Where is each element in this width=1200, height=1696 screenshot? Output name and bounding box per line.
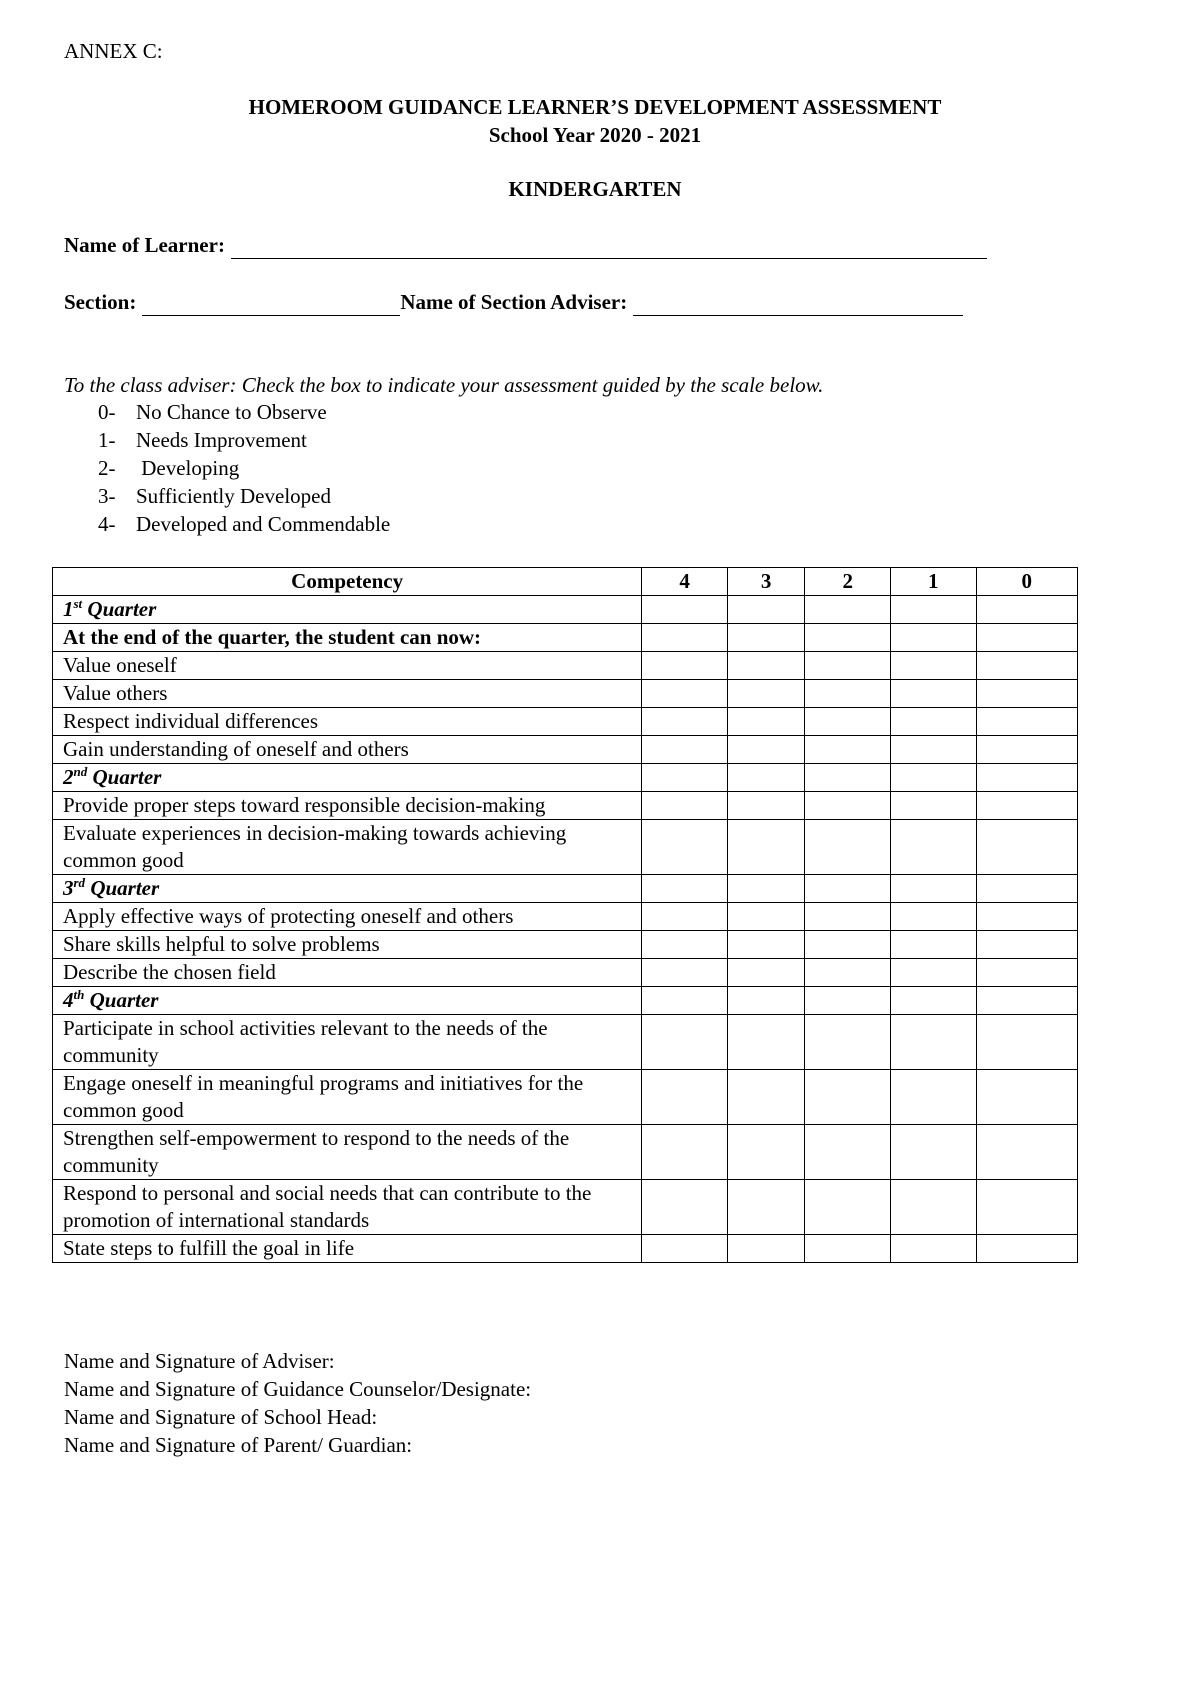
scale-number: 1-: [98, 428, 116, 452]
score-cell[interactable]: [727, 652, 805, 680]
school-year: School Year 2020 - 2021: [488, 123, 702, 147]
competency-text: Engage oneself in meaningful programs and initiatives for the common good: [53, 1070, 642, 1125]
score-cell[interactable]: [727, 1070, 805, 1125]
score-cell[interactable]: [642, 624, 728, 652]
section-adviser-field[interactable]: [633, 293, 963, 316]
quarter-row: [53, 596, 1078, 624]
header-competency: Competency: [53, 568, 642, 596]
score-cell[interactable]: [727, 680, 805, 708]
scale-item: [98, 455, 390, 483]
score-cell[interactable]: [642, 987, 728, 1015]
section-row: [64, 289, 963, 316]
score-cell[interactable]: [642, 903, 728, 931]
quarter-heading-3: 3rd Quarter: [53, 875, 642, 903]
table-header-row: [53, 568, 1078, 596]
header-score-3: 3: [727, 568, 805, 596]
score-cell[interactable]: [891, 1235, 977, 1263]
score-cell[interactable]: [976, 792, 1077, 820]
score-cell[interactable]: [727, 903, 805, 931]
score-cell[interactable]: [976, 959, 1077, 987]
quarter-row: [53, 875, 1078, 903]
score-cell[interactable]: [805, 903, 891, 931]
learner-name-row: [64, 232, 987, 259]
header-score-2: 2: [805, 568, 891, 596]
parent-signature-line: Name and Signature of Parent/ Guardian:: [64, 1433, 413, 1457]
learner-name-field[interactable]: [231, 236, 987, 259]
score-cell[interactable]: [976, 708, 1077, 736]
score-cell[interactable]: [891, 820, 977, 875]
table-row: [53, 792, 1078, 820]
table-row: [53, 820, 1078, 875]
table-row: [53, 652, 1078, 680]
section-adviser-label: Name of Section Adviser:: [400, 290, 628, 314]
score-cell[interactable]: [891, 1070, 977, 1125]
signature-block: [64, 1348, 531, 1460]
header-score-0: 0: [976, 568, 1077, 596]
section-field[interactable]: [142, 293, 400, 316]
score-cell[interactable]: [891, 1015, 977, 1070]
intro-row: [53, 624, 1078, 652]
score-cell[interactable]: [891, 764, 977, 792]
table-row: [53, 1070, 1078, 1125]
scale-label: Developing: [136, 456, 240, 480]
score-cell[interactable]: [642, 652, 728, 680]
score-cell[interactable]: [642, 820, 728, 875]
score-cell[interactable]: [727, 1235, 805, 1263]
table-row: [53, 1235, 1078, 1263]
score-cell[interactable]: [727, 1125, 805, 1180]
scale-item: [98, 427, 390, 455]
score-cell[interactable]: [805, 875, 891, 903]
grade-level: KINDERGARTEN: [508, 177, 682, 201]
score-cell[interactable]: [891, 680, 977, 708]
score-cell[interactable]: [805, 596, 891, 624]
scale-number: 2-: [98, 456, 116, 480]
score-cell[interactable]: [976, 1235, 1077, 1263]
table-row: [53, 736, 1078, 764]
competency-text: Value oneself: [53, 652, 642, 680]
competency-text: Participate in school activities relevant to the needs of the community: [53, 1015, 642, 1070]
header-score-4: 4: [642, 568, 728, 596]
score-cell[interactable]: [976, 1125, 1077, 1180]
score-cell[interactable]: [642, 792, 728, 820]
table-row: [53, 903, 1078, 931]
scale-item: [98, 483, 390, 511]
score-cell[interactable]: [805, 1125, 891, 1180]
score-cell[interactable]: [642, 708, 728, 736]
competency-text: Gain understanding of oneself and others: [53, 736, 642, 764]
score-cell[interactable]: [727, 959, 805, 987]
competency-text: Apply effective ways of protecting oneself and others: [53, 903, 642, 931]
score-cell[interactable]: [727, 792, 805, 820]
table-row: [53, 959, 1078, 987]
table-row: [53, 1125, 1078, 1180]
score-cell[interactable]: [805, 1070, 891, 1125]
quarter-heading-2: 2nd Quarter: [53, 764, 642, 792]
header-score-1: 1: [891, 568, 977, 596]
learner-name-label: Name of Learner:: [64, 233, 225, 257]
competency-text: Describe the chosen field: [53, 959, 642, 987]
score-cell[interactable]: [976, 1070, 1077, 1125]
competency-text: Strengthen self-empowerment to respond to the needs of the community: [53, 1125, 642, 1180]
score-cell[interactable]: [727, 820, 805, 875]
scale-number: 4-: [98, 512, 116, 536]
score-cell[interactable]: [976, 736, 1077, 764]
score-cell[interactable]: [976, 764, 1077, 792]
score-cell[interactable]: [727, 596, 805, 624]
competency-text: Respond to personal and social needs that can contribute to the promotion of international standards: [53, 1180, 642, 1235]
scale-item: [98, 511, 390, 539]
score-cell[interactable]: [891, 596, 977, 624]
score-cell[interactable]: [727, 931, 805, 959]
score-cell[interactable]: [805, 820, 891, 875]
score-cell[interactable]: [805, 708, 891, 736]
score-cell[interactable]: [805, 987, 891, 1015]
score-cell[interactable]: [642, 764, 728, 792]
scale-item: [98, 399, 390, 427]
quarter-heading-1: 1st Quarter: [53, 596, 642, 624]
score-cell[interactable]: [976, 1180, 1077, 1235]
score-cell[interactable]: [976, 1015, 1077, 1070]
score-cell[interactable]: [891, 792, 977, 820]
school-head-signature-line: Name and Signature of School Head:: [64, 1405, 378, 1429]
score-cell[interactable]: [805, 931, 891, 959]
score-cell[interactable]: [805, 736, 891, 764]
score-cell[interactable]: [891, 1125, 977, 1180]
competency-text: Evaluate experiences in decision-making towards achieving common good: [53, 820, 642, 875]
score-cell[interactable]: [805, 652, 891, 680]
score-cell[interactable]: [727, 987, 805, 1015]
score-cell[interactable]: [727, 1015, 805, 1070]
quarter-intro: At the end of the quarter, the student can now:: [53, 624, 642, 652]
score-cell[interactable]: [642, 931, 728, 959]
score-cell[interactable]: [727, 875, 805, 903]
competency-text: Share skills helpful to solve problems: [53, 931, 642, 959]
score-cell[interactable]: [805, 1180, 891, 1235]
score-cell[interactable]: [642, 680, 728, 708]
score-cell[interactable]: [805, 792, 891, 820]
score-cell[interactable]: [976, 875, 1077, 903]
score-cell[interactable]: [642, 875, 728, 903]
score-cell[interactable]: [727, 764, 805, 792]
score-cell[interactable]: [642, 736, 728, 764]
table-row: [53, 1015, 1078, 1070]
scale-number: 0-: [98, 400, 116, 424]
score-cell[interactable]: [891, 903, 977, 931]
score-cell[interactable]: [727, 736, 805, 764]
competency-text: Respect individual differences: [53, 708, 642, 736]
score-cell[interactable]: [642, 1015, 728, 1070]
score-cell[interactable]: [976, 652, 1077, 680]
score-cell[interactable]: [891, 1180, 977, 1235]
instruction-text: To the class adviser: Check the box to indicate your assessment guided by the scale below.: [64, 373, 824, 397]
score-cell[interactable]: [642, 1070, 728, 1125]
table-row: [53, 680, 1078, 708]
score-cell[interactable]: [805, 959, 891, 987]
competency-text: State steps to fulfill the goal in life: [53, 1235, 642, 1263]
scale-label: Sufficiently Developed: [136, 484, 331, 508]
score-cell[interactable]: [891, 708, 977, 736]
table-row: [53, 708, 1078, 736]
score-cell[interactable]: [976, 903, 1077, 931]
rating-scale: [98, 399, 390, 539]
quarter-heading-4: 4th Quarter: [53, 987, 642, 1015]
score-cell[interactable]: [727, 624, 805, 652]
score-cell[interactable]: [891, 875, 977, 903]
score-cell[interactable]: [891, 959, 977, 987]
score-cell[interactable]: [642, 596, 728, 624]
score-cell[interactable]: [891, 736, 977, 764]
score-cell[interactable]: [976, 931, 1077, 959]
score-cell[interactable]: [891, 652, 977, 680]
score-cell[interactable]: [805, 764, 891, 792]
counselor-signature-line: Name and Signature of Guidance Counselor/Designate:: [64, 1377, 532, 1401]
section-label: Section:: [64, 290, 137, 314]
quarter-row: [53, 764, 1078, 792]
score-cell[interactable]: [727, 1180, 805, 1235]
score-cell[interactable]: [976, 596, 1077, 624]
adviser-signature-line: Name and Signature of Adviser:: [64, 1349, 335, 1373]
competency-table: [52, 567, 1078, 1263]
score-cell[interactable]: [642, 1125, 728, 1180]
document-title: HOMEROOM GUIDANCE LEARNER’S DEVELOPMENT ASSESSMENT: [248, 95, 942, 119]
score-cell[interactable]: [727, 708, 805, 736]
score-cell[interactable]: [891, 987, 977, 1015]
table-row: [53, 931, 1078, 959]
score-cell[interactable]: [642, 1235, 728, 1263]
score-cell[interactable]: [976, 987, 1077, 1015]
table-row: [53, 1180, 1078, 1235]
score-cell[interactable]: [642, 1180, 728, 1235]
score-cell[interactable]: [805, 1235, 891, 1263]
score-cell[interactable]: [976, 820, 1077, 875]
annex-label: ANNEX C:: [64, 39, 163, 63]
scale-number: 3-: [98, 484, 116, 508]
scale-label: No Chance to Observe: [136, 400, 327, 424]
competency-text: Value others: [53, 680, 642, 708]
score-cell[interactable]: [891, 624, 977, 652]
quarter-row: [53, 987, 1078, 1015]
score-cell[interactable]: [891, 931, 977, 959]
scale-label: Developed and Commendable: [136, 512, 391, 536]
score-cell[interactable]: [642, 959, 728, 987]
score-cell[interactable]: [805, 624, 891, 652]
scale-label: Needs Improvement: [136, 428, 307, 452]
score-cell[interactable]: [976, 624, 1077, 652]
score-cell[interactable]: [805, 680, 891, 708]
score-cell[interactable]: [976, 680, 1077, 708]
table-body: [53, 596, 1078, 1263]
competency-text: Provide proper steps toward responsible decision-making: [53, 792, 642, 820]
score-cell[interactable]: [805, 1015, 891, 1070]
